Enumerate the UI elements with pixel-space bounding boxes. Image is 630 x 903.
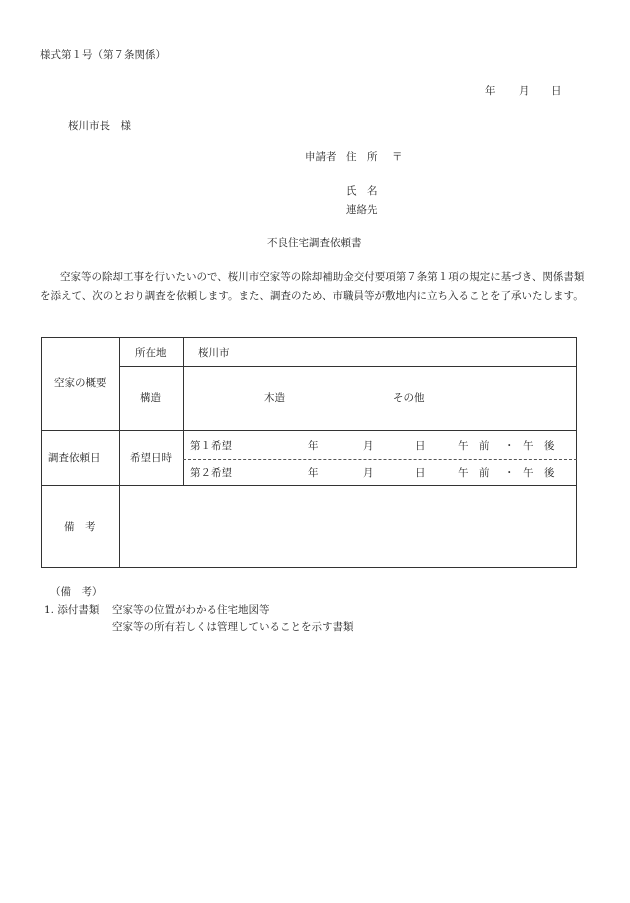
preference-pm: 午 後 [523,440,555,452]
structure-option-wood: 木造 [264,392,285,404]
postal-mark: 〒 [392,151,403,163]
preference-day: 日 [415,467,426,479]
survey-header: 調査依頼日 [48,452,101,464]
notes-item: 空家等の所有若しくは管理していることを示す書類 [112,621,354,633]
applicant-label: 申請者 [305,151,337,163]
preference-year: 年 [308,467,319,479]
notes-item-label: 1. 添付書類 [44,604,100,616]
address-label: 住 所 [346,151,378,163]
preference-day: 日 [415,440,426,452]
document-title: 不良住宅調査依頼書 [267,237,362,249]
remarks-header: 備 考 [64,521,96,533]
preference-dot: ・ [504,467,515,479]
preferred-label: 希望日時 [130,452,172,464]
name-label: 氏 名 [346,185,378,197]
body-paragraph: 空家等の除却工事を行いたいので、桜川市空家等の除却補助金交付要項第７条第１項の規定に基づき、関係書類を添えて、次のとおり調査を依頼します。また、調査のため、市職員等が敷地内に立ち入ることを了承いたします。 [40,271,585,302]
date-month: 月 [519,85,530,97]
addressee: 桜川市長 様 [68,120,131,132]
notes-item: 空家等の位置がわかる住宅地図等 [112,604,270,616]
location-label: 所在地 [135,347,167,359]
preference-year: 年 [308,440,319,452]
preference-label: 第２希望 [190,467,232,479]
notes-heading: （備 考） [50,586,103,598]
date-day: 日 [551,85,562,97]
preference-am: 午 前 [458,467,490,479]
structure-label: 構造 [140,392,161,404]
preference-month: 月 [363,440,374,452]
location-value: 桜川市 [198,347,230,359]
overview-header: 空家の概要 [54,377,107,389]
structure-option-other: その他 [393,392,425,404]
remarks-field[interactable] [120,486,576,566]
date-year: 年 [485,85,496,97]
preference-label: 第１希望 [190,440,232,452]
form-number: 様式第１号（第７条関係） [40,49,166,61]
survey-table [41,337,577,568]
preference-month: 月 [363,467,374,479]
preference-am: 午 前 [458,440,490,452]
contact-label: 連絡先 [346,204,378,216]
preference-pm: 午 後 [523,467,555,479]
preference-dot: ・ [504,440,515,452]
